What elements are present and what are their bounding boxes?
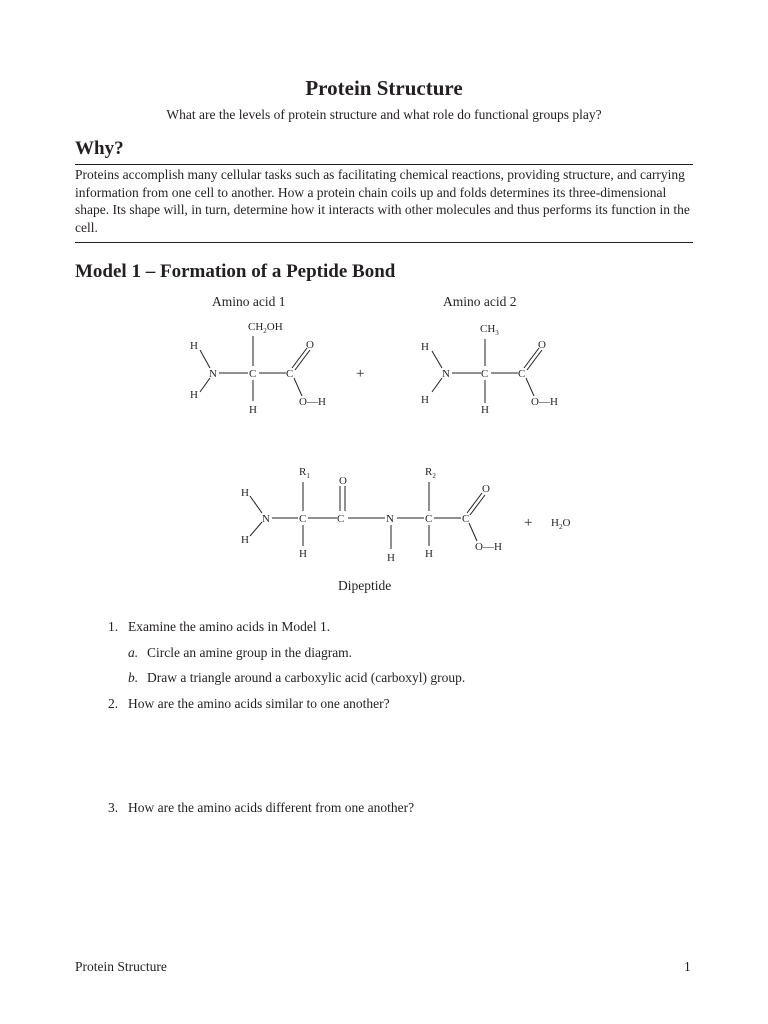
plus-sign-reactants: + (356, 366, 365, 382)
sub-question-text: Circle an amine group in the diagram. (147, 645, 353, 660)
r1-subscript: 1 (306, 472, 310, 480)
plus-sign-products: + (524, 515, 533, 531)
dipeptide-peptide-h: H (387, 552, 395, 564)
dipeptide-carboxyl-carbon: C (462, 513, 470, 525)
aa2-carbonyl-oxygen: O (538, 339, 546, 351)
question-text: How are the amino acids similar to one another? (128, 696, 390, 711)
question-number: 1. (108, 619, 119, 634)
aa1-carbonyl-oxygen: O (306, 339, 314, 351)
r2-subscript: 2 (432, 472, 436, 480)
amino-acid-1-label: Amino acid 1 (212, 294, 286, 309)
dipeptide-amine-h-bottom: H (241, 534, 249, 546)
footer-title: Protein Structure (75, 959, 167, 974)
why-paragraph: Proteins accomplish many cellular tasks such as facilitating chemical reactions, providing structure, and carrying information from one cell to another. How a protein chain coils up and folds determines its three-dimensional shape. Its shape will, in turn, determine how it interacts with other molecules and thus performs its function in the cell. (75, 167, 690, 235)
question-1a (0, 645, 768, 665)
aa2-alpha-h: H (481, 404, 489, 416)
aa1-alpha-h: H (249, 404, 257, 416)
dipeptide-alpha-carbon-1: C (299, 513, 307, 525)
question-number: 2. (108, 696, 119, 711)
dipeptide-n-terminal: N (262, 513, 270, 525)
svg-text:R1 (299, 466, 310, 480)
why-heading: Why? (75, 138, 124, 159)
aa2-carboxyl-carbon: C (518, 368, 526, 380)
ch3-subscript: 3 (495, 329, 499, 337)
dipeptide-alpha-h-1: H (299, 548, 307, 560)
page-number: 1 (684, 959, 691, 974)
svg-text:R2 (425, 466, 436, 480)
aa1-carboxyl-carbon: C (286, 368, 294, 380)
svg-text:CH3 (480, 323, 499, 337)
water-o: O (562, 517, 571, 529)
question-text: Examine the amino acids in Model 1. (128, 619, 331, 634)
model-heading: Model 1 – Formation of a Peptide Bond (75, 261, 396, 282)
question-number: 3. (108, 800, 119, 815)
sub-question-text: Draw a triangle around a carboxylic acid (carboxyl) group. (147, 670, 466, 685)
aa2-nitrogen: N (442, 368, 450, 380)
aa2-amine-h-bottom: H (421, 394, 429, 406)
dipeptide-amine-h-top: H (241, 487, 249, 499)
aa1-amine-h-bottom: H (190, 389, 198, 401)
aa2-alpha-carbon: C (481, 368, 489, 380)
ch3-group-label: CH (480, 323, 496, 335)
dipeptide-carbonyl-oxygen: O (482, 483, 490, 495)
sub-question-letter: b. (128, 670, 139, 685)
aa1-amine-h-top: H (190, 340, 198, 352)
water-subscript: 2 (558, 523, 563, 531)
dipeptide-label: Dipeptide (338, 578, 392, 593)
dipeptide-carbonyl-carbon: C (337, 513, 345, 525)
aa2-amine-h-top: H (421, 341, 429, 353)
question-3 (0, 800, 768, 820)
aa1-alpha-carbon: C (249, 368, 257, 380)
question-1b (0, 670, 768, 690)
dipeptide-alpha-carbon-2: C (425, 513, 433, 525)
dipeptide-peptide-nitrogen: N (386, 513, 394, 525)
amino-acid-2-label: Amino acid 2 (443, 294, 517, 309)
ch2oh-tail: OH (266, 321, 283, 333)
sub-question-letter: a. (128, 645, 139, 660)
question-2 (0, 696, 768, 716)
aa1-nitrogen: N (209, 368, 217, 380)
r2-label: R (425, 466, 433, 478)
question-1 (0, 619, 768, 639)
water-h: H (551, 517, 559, 529)
question-text: How are the amino acids different from one another? (128, 800, 415, 815)
svg-text:CH2OH (248, 321, 283, 335)
page-subtitle: What are the levels of protein structure and what role do functional groups play? (166, 107, 602, 122)
svg-text:H2O (551, 517, 570, 531)
dipeptide-peptide-oxygen: O (339, 475, 347, 487)
r1-label: R (299, 466, 307, 478)
aa1-hydroxyl: O—H (299, 396, 326, 408)
page-title: Protein Structure (305, 76, 463, 100)
ch2oh-group-label: CH (248, 321, 264, 333)
aa2-hydroxyl: O—H (531, 396, 558, 408)
dipeptide-hydroxyl: O—H (475, 541, 502, 553)
dipeptide-alpha-h-2: H (425, 548, 433, 560)
ch2oh-subscript: 2 (263, 327, 267, 335)
